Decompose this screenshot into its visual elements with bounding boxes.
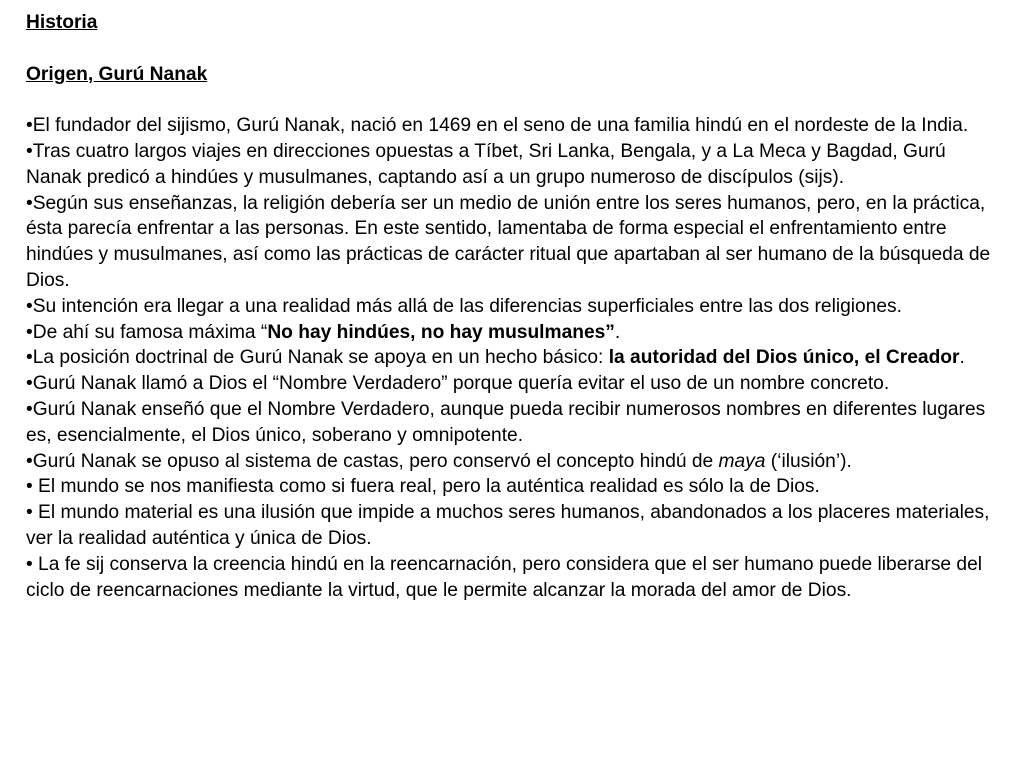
section-title: Origen, Gurú Nanak xyxy=(26,63,208,85)
doctrine-prefix: •La posición doctrinal de Gurú Nanak se apoya en un hecho básico: xyxy=(26,347,609,369)
spacer xyxy=(26,87,992,113)
paragraph-travels: •Tras cuatro largos viajes en direcciones opuestas a Tíbet, Sri Lanka, Bengala, y a La Meca y Bagdad, Gurú Nanak predicó a hindúes y musulmanes, captando así a un grupo numeroso de discípulos (sijs). xyxy=(26,140,946,188)
paragraph-doctrine xyxy=(26,345,992,371)
maxim-quote: No hay hindúes, no hay musulmanes” xyxy=(267,321,615,343)
maxim-suffix: . xyxy=(614,321,621,343)
doctrine-emphasis: la autoridad del Dios único, el Creador xyxy=(608,347,960,369)
spacer xyxy=(26,36,992,62)
paragraph-true-name: •Gurú Nanak llamó a Dios el “Nombre Verdadero” porque quería evitar el uso de un nombre concreto. xyxy=(26,373,890,395)
maya-term: maya xyxy=(718,450,766,472)
paragraph-world-real: • El mundo se nos manifiesta como si fuera real, pero la auténtica realidad es sólo la de Dios. xyxy=(26,476,820,498)
paragraph-castes xyxy=(26,449,992,475)
paragraph-intention: •Su intención era llegar a una realidad más allá de las diferencias superficiales entre las dos religiones. xyxy=(26,295,902,317)
page-title: Historia xyxy=(26,12,98,33)
doctrine-suffix: . xyxy=(959,347,965,369)
maxim-prefix: •De ahí su famosa máxima “ xyxy=(26,321,268,343)
paragraph-maxim xyxy=(26,320,992,346)
paragraph-founder: •El fundador del sijismo, Gurú Nanak, nació en 1469 en el seno de una familia hindú en el nordeste de la India. xyxy=(26,115,969,137)
castes-suffix: (‘ilusión’). xyxy=(765,450,852,472)
document-page xyxy=(26,10,992,603)
paragraph-illusion: • El mundo material es una ilusión que impide a muchos seres humanos, abandonados a los placeres materiales, ver la realidad auténtica y única de Dios. xyxy=(26,502,990,549)
paragraph-one-god: •Gurú Nanak enseñó que el Nombre Verdadero, aunque pueda recibir numerosos nombres en diferentes lugares es, esencialmente, el Dios único, soberano y omnipotente. xyxy=(26,398,986,446)
paragraph-reincarnation: • La fe sij conserva la creencia hindú en la reencarnación, pero considera que el ser humano puede liberarse del ciclo de reencarnaciones mediante la virtud, que le permite alcanzar la morada del amor de Dios. xyxy=(26,553,983,601)
paragraph-teachings: •Según sus enseñanzas, la religión debería ser un medio de unión entre los seres humanos, pero, en la práctica, ésta parecía enfrentar a las personas. En este sentido, lamentaba de forma especial el enfrentamiento entre hindúes y musulmanes, así como las prácticas de carácter ritual que apartaban al ser humano de la búsqueda de Dios. xyxy=(26,192,991,291)
castes-prefix: •Gurú Nanak se opuso al sistema de castas, pero conservó el concepto hindú de xyxy=(26,450,719,472)
